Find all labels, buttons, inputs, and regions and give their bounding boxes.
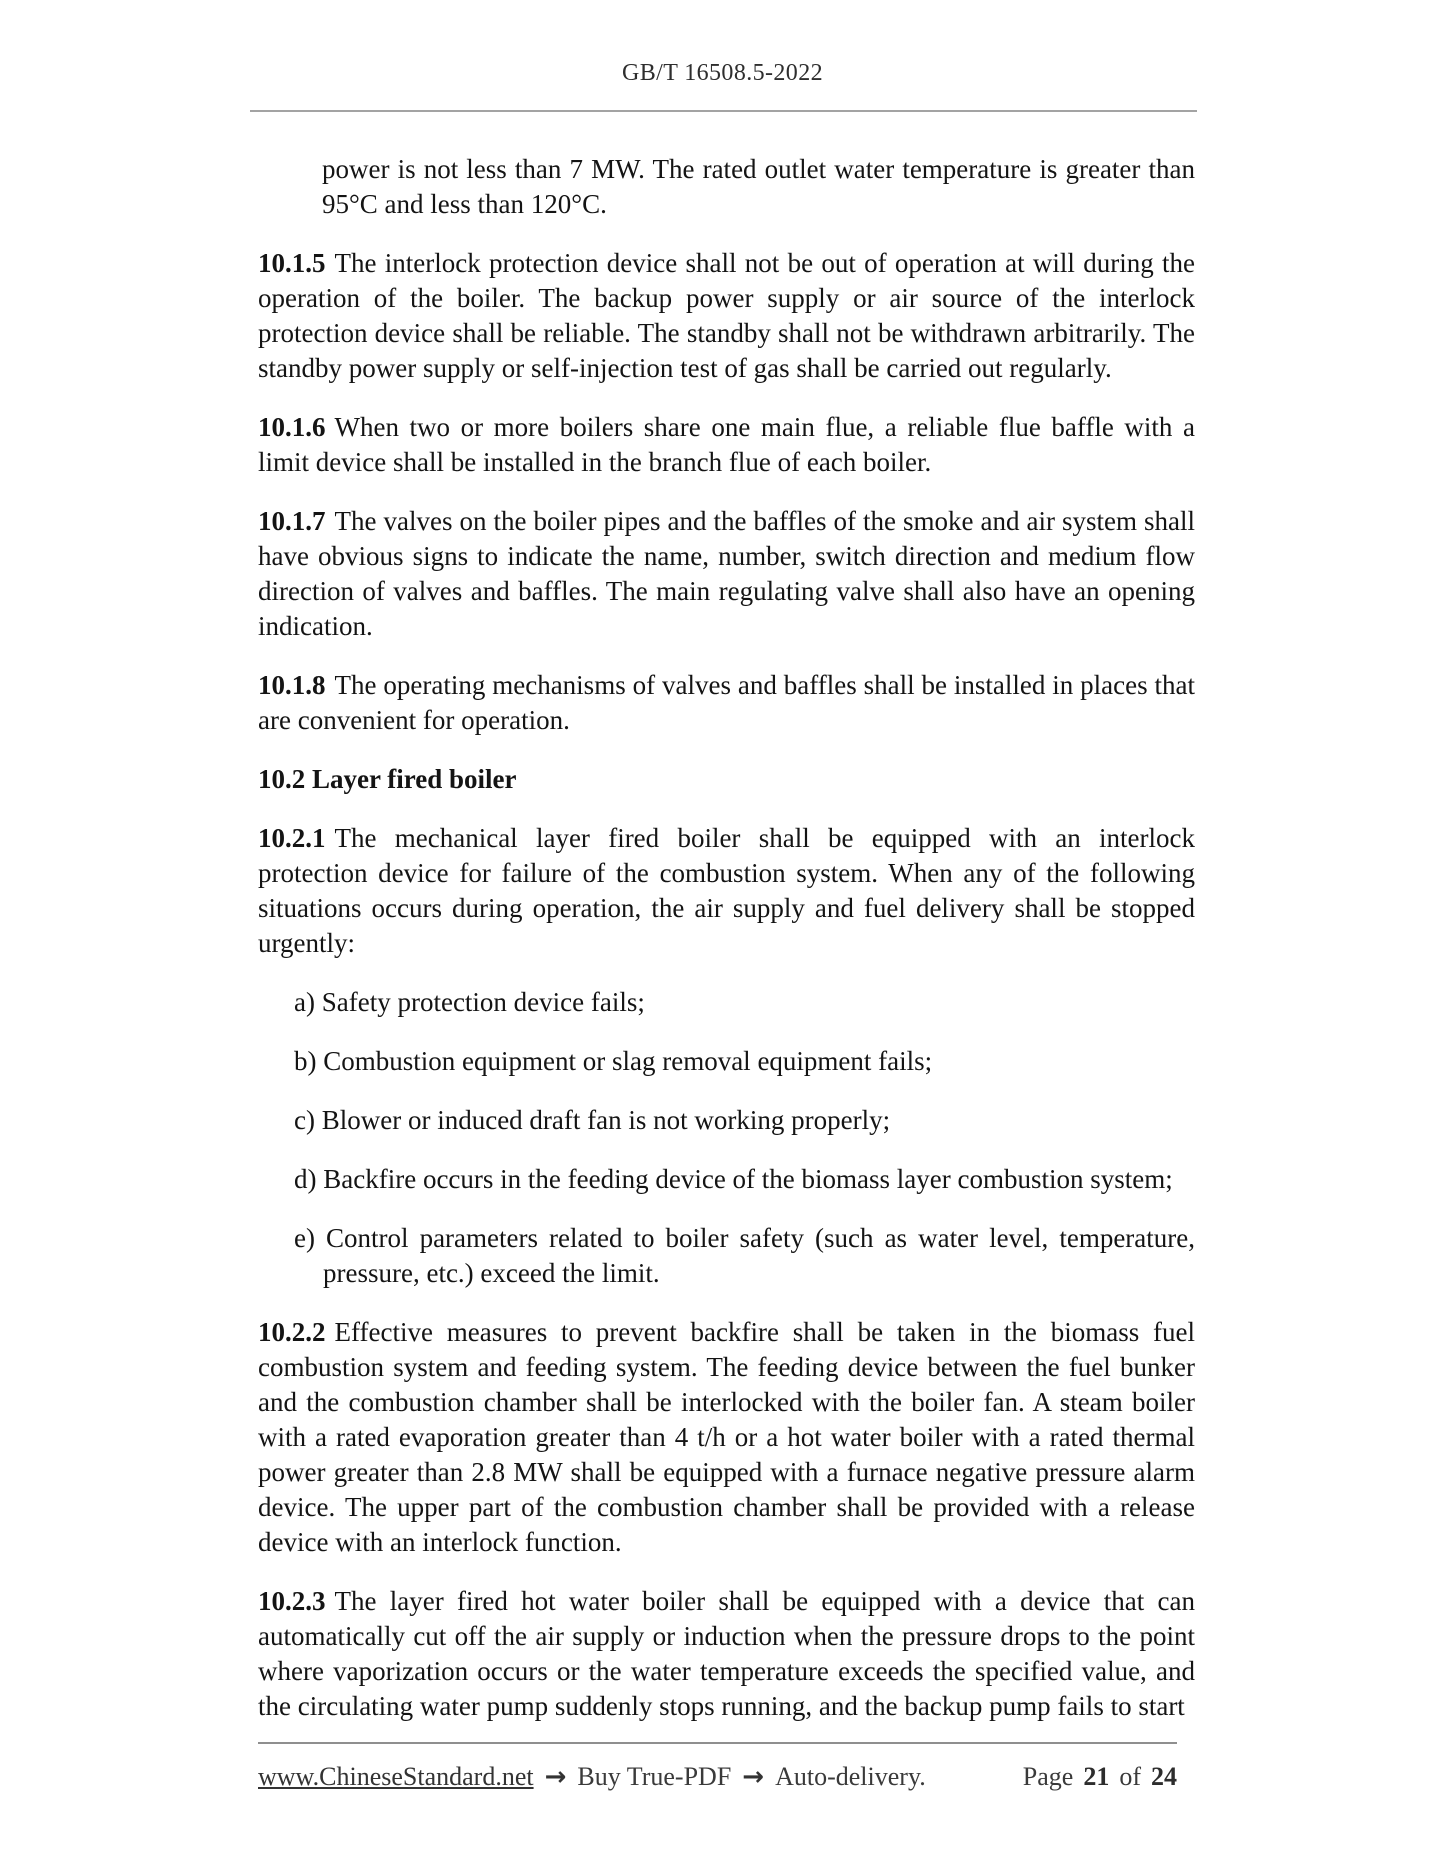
clause-paragraph-10-1-6 <box>258 410 1195 480</box>
list-item-a <box>294 985 1195 1020</box>
list-item-c <box>294 1103 1195 1138</box>
footer-credit <box>258 1760 926 1794</box>
page-total-number: 24 <box>1151 1762 1177 1791</box>
clause-text: The operating mechanisms of valves and baffles shall be installed in places that are convenient for operation. <box>258 670 1195 735</box>
list-marker: e) <box>294 1223 315 1253</box>
clause-number: 10.2.1 <box>258 823 326 853</box>
list-marker: a) <box>294 987 315 1017</box>
list-item-text: Combustion equipment or slag removal equipment fails; <box>323 1046 933 1076</box>
list-item-text: Safety protection device fails; <box>321 987 645 1017</box>
clause-text: The layer fired hot water boiler shall be equipped with a device that can automatically cut off the air supply or induction when the pressure drops to the point where vaporization occurs or the water temperature exceeds the specified value, and the circulating water pump suddenly stops running, and the backup pump fails to start <box>258 1586 1195 1721</box>
clause-text: The valves on the boiler pipes and the baffles of the smoke and air system shall have obvious signs to indicate the name, number, switch direction and medium flow direction of valves and baffles. The main regulating valve shall also have an opening indication. <box>258 506 1195 641</box>
clause-text: The interlock protection device shall not be out of operation at will during the operation of the boiler. The backup power supply or air source of the interlock protection device shall be reliable. The standby shall not be withdrawn arbitrarily. The standby power supply or self-injection test of gas shall be carried out regularly. <box>258 248 1195 383</box>
document-body <box>258 152 1195 1724</box>
page-header-standard-number: GB/T 16508.5-2022 <box>621 60 824 86</box>
list-item-text: Backfire occurs in the feeding device of the biomass layer combustion system; <box>323 1164 1173 1194</box>
clause-number: 10.1.6 <box>258 412 326 442</box>
list-item-b <box>294 1044 1195 1079</box>
page-label: Page <box>1022 1762 1074 1791</box>
clause-number: 10.1.7 <box>258 506 326 536</box>
list-marker: d) <box>294 1164 317 1194</box>
clause-text: Effective measures to prevent backfire shall be taken in the biomass fuel combustion system and feeding system. The feeding device between the fuel bunker and the combustion chamber shall be interlocked with the boiler fan. A steam boiler with a rated evaporation greater than 4 t/h or a hot water boiler with a rated thermal power greater than 2.8 MW shall be equipped with a furnace negative pressure alarm device. The upper part of the combustion chamber shall be provided with a release device with an interlock function. <box>258 1317 1195 1557</box>
list-marker: b) <box>294 1046 317 1076</box>
footer-buy-label: Buy True-PDF <box>577 1762 732 1791</box>
section-heading-10-2: 10.2 Layer fired boiler <box>258 764 517 794</box>
intro-continuation-paragraph: power is not less than 7 MW. The rated outlet water temperature is greater than 95°C and less than 120°C. <box>322 154 1195 219</box>
clause-text: The mechanical layer fired boiler shall be equipped with an interlock protection device for failure of the combustion system. When any of the following situations occurs during operation, the air supply and fuel delivery shall be stopped urgently: <box>258 823 1195 958</box>
header-divider <box>250 110 1197 112</box>
clause-number: 10.2.2 <box>258 1317 326 1347</box>
list-marker: c) <box>294 1105 315 1135</box>
footer-website-link[interactable]: www.ChineseStandard.net <box>258 1762 534 1791</box>
right-arrow-icon: → <box>544 1762 567 1792</box>
footer-delivery-label: Auto-delivery. <box>775 1762 926 1791</box>
clause-number: 10.1.5 <box>258 248 326 278</box>
clause-paragraph-10-2-3 <box>258 1584 1195 1724</box>
footer-divider <box>258 1742 1177 1744</box>
clause-text: When two or more boilers share one main flue, a reliable flue baffle with a limit device shall be installed in the branch flue of each boiler. <box>258 412 1195 477</box>
clause-paragraph-10-2-2 <box>258 1315 1195 1560</box>
right-arrow-icon: → <box>742 1762 765 1792</box>
list-item-text: Blower or induced draft fan is not working properly; <box>321 1105 891 1135</box>
clause-paragraph-10-2-1 <box>258 821 1195 961</box>
page-current-number: 21 <box>1083 1762 1110 1791</box>
clause-paragraph-10-1-8 <box>258 668 1195 738</box>
page-indicator <box>1023 1760 1177 1794</box>
page-of-label: of <box>1119 1762 1141 1791</box>
page-footer <box>258 1760 1177 1794</box>
list-item-d <box>294 1162 1195 1197</box>
clause-paragraph-10-1-7 <box>258 504 1195 644</box>
list-item-e <box>294 1221 1195 1291</box>
clause-paragraph-10-1-5 <box>258 246 1195 386</box>
clause-number: 10.2.3 <box>258 1586 326 1616</box>
list-item-text: Control parameters related to boiler safety (such as water level, temperature, pressure, etc.) exceed the limit. <box>323 1223 1196 1288</box>
clause-number: 10.1.8 <box>258 670 326 700</box>
